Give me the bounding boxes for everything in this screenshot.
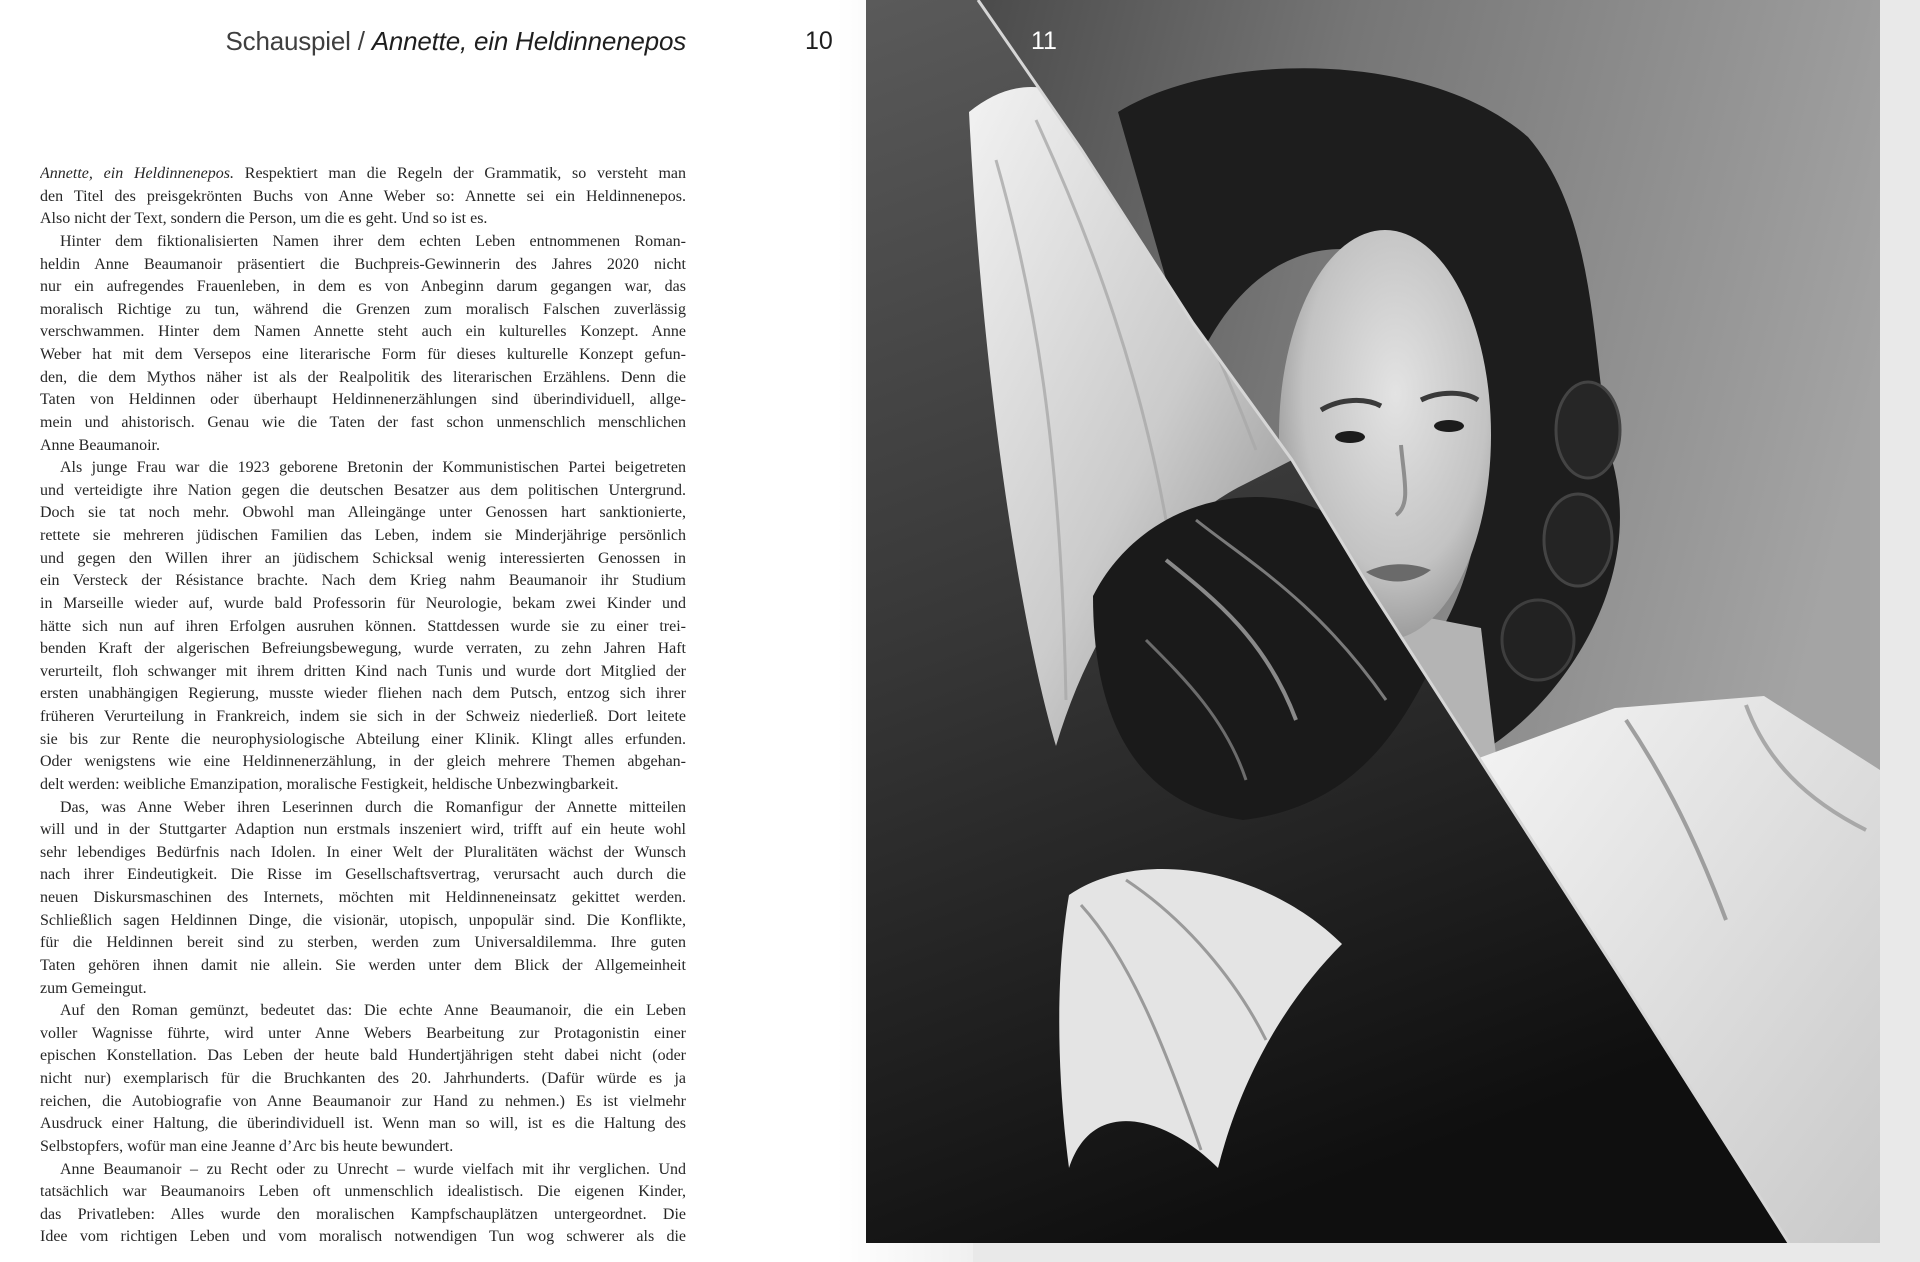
text-line: ersten unabhängigen Regierung, musste wieder fliehen nach dem Putsch, entzog sich ihrer bbox=[40, 685, 686, 703]
text-line: nach ihrer Eindeutigkeit. Die Risse im Gesellschaftsvertrag, verursacht auch durch die bbox=[40, 866, 686, 884]
text-line: verschwammen. Hinter dem Namen Annette steht auch ein kulturelles Konzept. Anne bbox=[40, 323, 686, 341]
text-line: reichen, die Autobiografie von Anne Beaumanoir zur Hand zu nehmen.) Es ist vielmehr bbox=[40, 1092, 686, 1110]
hair-curl bbox=[1556, 382, 1620, 478]
text-line: Weber hat mit dem Versepos eine literarische Form für dieses kulturelle Konzept gefun- bbox=[40, 346, 686, 363]
text-line: den Titel des preisgekrönten Buchs von Anne Weber so: Annette sei ein Heldinnenepos. bbox=[40, 187, 686, 205]
text-line: moralisch Richtige zu tun, während die Grenzen zum moralisch Falschen zuverlässig bbox=[40, 300, 686, 318]
text-line: das Privatleben: Alles wurde den moralischen Kampfschauplätzen untergeordnet. Die bbox=[40, 1205, 686, 1223]
text-line: sehr lebendiges Bedürfnis nach Idolen. In einer Welt der Pluralitäten wächst der Wunsch bbox=[40, 843, 686, 861]
text-line-content: Respektiert man die Regeln der Grammatik, so versteht man bbox=[244, 165, 686, 182]
article-paragraph bbox=[40, 1000, 686, 1158]
text-line: für die Heldinnen bereit sind zu sterben, werden zum Universaldilemma. Ihre guten bbox=[40, 934, 686, 952]
text-line: und verteidigte ihre Nation gegen die deutschen Besatzer aus dem politischen Untergrund. bbox=[40, 481, 686, 499]
text-line: Das, was Anne Weber ihren Leserinnen durch die Romanfigur der Annette mitteilen bbox=[60, 798, 686, 816]
text-line bbox=[40, 163, 686, 186]
text-line: Anne Beaumanoir – zu Recht oder zu Unrecht – wurde vielfach mit ihr verglichen. Und bbox=[60, 1160, 686, 1178]
text-line: Idee vom richtigen Leben und vom moralisch notwendigen Tun wog schwerer als die bbox=[40, 1228, 686, 1246]
text-line: in Marseille wieder auf, wurde bald Professorin für Neurologie, bekam zwei Kinder und bbox=[40, 594, 686, 612]
text-line: früheren Verurteilung in Frankreich, indem sie sich in der Schweiz niederließ. Dort leitete bbox=[40, 708, 686, 725]
text-line: Als junge Frau war die 1923 geborene Bretonin der Kommunistischen Partei beigetreten bbox=[60, 459, 686, 477]
text-line: nicht nur) exemplarisch für die Bruchkanten des 20. Jahrhunderts. (Dafür würde es ja bbox=[40, 1070, 686, 1087]
header-separator: / bbox=[357, 26, 365, 56]
text-line: voller Wagnisse führte, wird unter Anne Webers Bearbeitung zur Protagonistin einer bbox=[40, 1024, 686, 1042]
text-line: tatsächlich war Beaumanoirs Leben oft unmenschlich idealistisch. Die eigenen Kinder, bbox=[40, 1183, 686, 1201]
running-header bbox=[0, 24, 686, 58]
article-paragraph bbox=[40, 231, 686, 457]
text-line: Doch sie tat noch mehr. Obwohl man Alleingänge unter Genossen hart sanktionierte, bbox=[40, 504, 686, 522]
text-line: Schließlich sagen Heldinnen Dinge, die visionär, utopisch, unpopulär sind. Die Konflikte, bbox=[40, 911, 686, 929]
text-line: Hinter dem fiktionalisierten Namen ihrer dem echten Leben entnommenen Roman- bbox=[60, 232, 686, 250]
text-line: mein und ahistorisch. Genau wie die Taten der fast schon unmenschlich menschlichen bbox=[40, 413, 686, 431]
text-line: Also nicht der Text, sondern die Person, um die es geht. Und so ist es. bbox=[40, 210, 488, 228]
text-line: Taten von Heldinnen oder überhaupt Heldinnenerzählungen sind überindividuell, allge- bbox=[40, 391, 686, 409]
text-line: nur ein aufregendes Frauenleben, in dem es von Anbeginn darum gegangen war, das bbox=[40, 278, 686, 296]
text-line: benden Kraft der algerischen Befreiungsbewegung, wurde verraten, zu zehn Jahren Haft bbox=[40, 640, 686, 658]
text-line: epischen Konstellation. Das Leben der heute bald Hundertjährigen steht dabei nicht (oder bbox=[40, 1047, 686, 1065]
text-line: zum Gemeingut. bbox=[40, 979, 147, 997]
page-number-right: 11 bbox=[1031, 27, 1057, 55]
text-line: neuen Diskursmaschinen des Internets, möchten mit Heldinneneinsatz gekittet werden. bbox=[40, 889, 686, 906]
hair-curl bbox=[1502, 600, 1574, 680]
article-paragraph bbox=[40, 797, 686, 1001]
text-line: Ausdruck einer Haltung, die überindividuell ist. Wenn man so will, ist es die Haltung des bbox=[40, 1115, 686, 1133]
article-paragraph bbox=[40, 1159, 686, 1250]
text-line: will und in der Stuttgarter Adaption nun erstmals inszeniert wird, trifft auf ein heute wohl bbox=[40, 821, 686, 839]
text-line: Auf den Roman gemünzt, bedeutet das: Die echte Anne Beaumanoir, die ein Leben bbox=[60, 1002, 686, 1020]
hair-curl bbox=[1544, 494, 1612, 586]
article-body bbox=[40, 163, 686, 1249]
text-line: den, die dem Mythos näher ist als der Realpolitik des literarischen Erzählens. Denn die bbox=[40, 368, 686, 386]
text-line: Anne Beaumanoir. bbox=[40, 436, 160, 454]
portrait-collage-svg bbox=[866, 0, 1880, 1243]
lead-title: Annette, ein Heldinnenepos. bbox=[40, 165, 234, 182]
article-paragraph bbox=[40, 457, 686, 796]
portrait-collage-image bbox=[866, 0, 1880, 1243]
article-paragraph bbox=[40, 163, 686, 231]
text-line: rettete sie mehreren jüdischen Familien das Leben, indem sie Minderjährige persönlich bbox=[40, 527, 686, 544]
page-number-left: 10 bbox=[805, 27, 833, 55]
header-title: Annette, ein Heldinnenepos bbox=[371, 26, 686, 56]
text-line: Oder wenigstens wie eine Heldinnenerzählung, in der gleich mehrere Themen abgehan- bbox=[40, 753, 686, 771]
text-line: sie bis zur Rente die neurophysiologische Abteilung einer Klinik. Klingt alles erfunden. bbox=[40, 730, 686, 748]
text-line: Selbstopfers, wofür man eine Jeanne d’Arc bis heute bewundert. bbox=[40, 1137, 454, 1155]
text-line: hätte sich nun auf ihren Erfolgen ausruhen können. Stattdessen wurde sie zu einer trei- bbox=[40, 617, 686, 635]
eye bbox=[1434, 420, 1464, 432]
text-line: delt werden: weibliche Emanzipation, moralische Festigkeit, heldische Unbezwingbarkeit. bbox=[40, 775, 619, 793]
text-line: und gegen den Willen ihrer an jüdischem Schicksal wenig interessierten Genossen in bbox=[40, 549, 686, 567]
text-line: heldin Anne Beaumanoir präsentiert die Buchpreis-Gewinnerin des Jahres 2020 nicht bbox=[40, 255, 686, 273]
eye bbox=[1335, 431, 1365, 443]
text-line: Taten gehören ihnen damit nie allein. Sie werden unter dem Blick der Allgemeinheit bbox=[40, 956, 686, 974]
header-section: Schauspiel bbox=[225, 26, 351, 56]
text-line: ein Versteck der Résistance brachte. Nach dem Krieg nahm Beaumanoir ihr Studium bbox=[40, 572, 686, 590]
text-line: verurteilt, floh schwanger mit ihrem dritten Kind nach Tunis und wurde dort Mitglied der bbox=[40, 662, 686, 680]
